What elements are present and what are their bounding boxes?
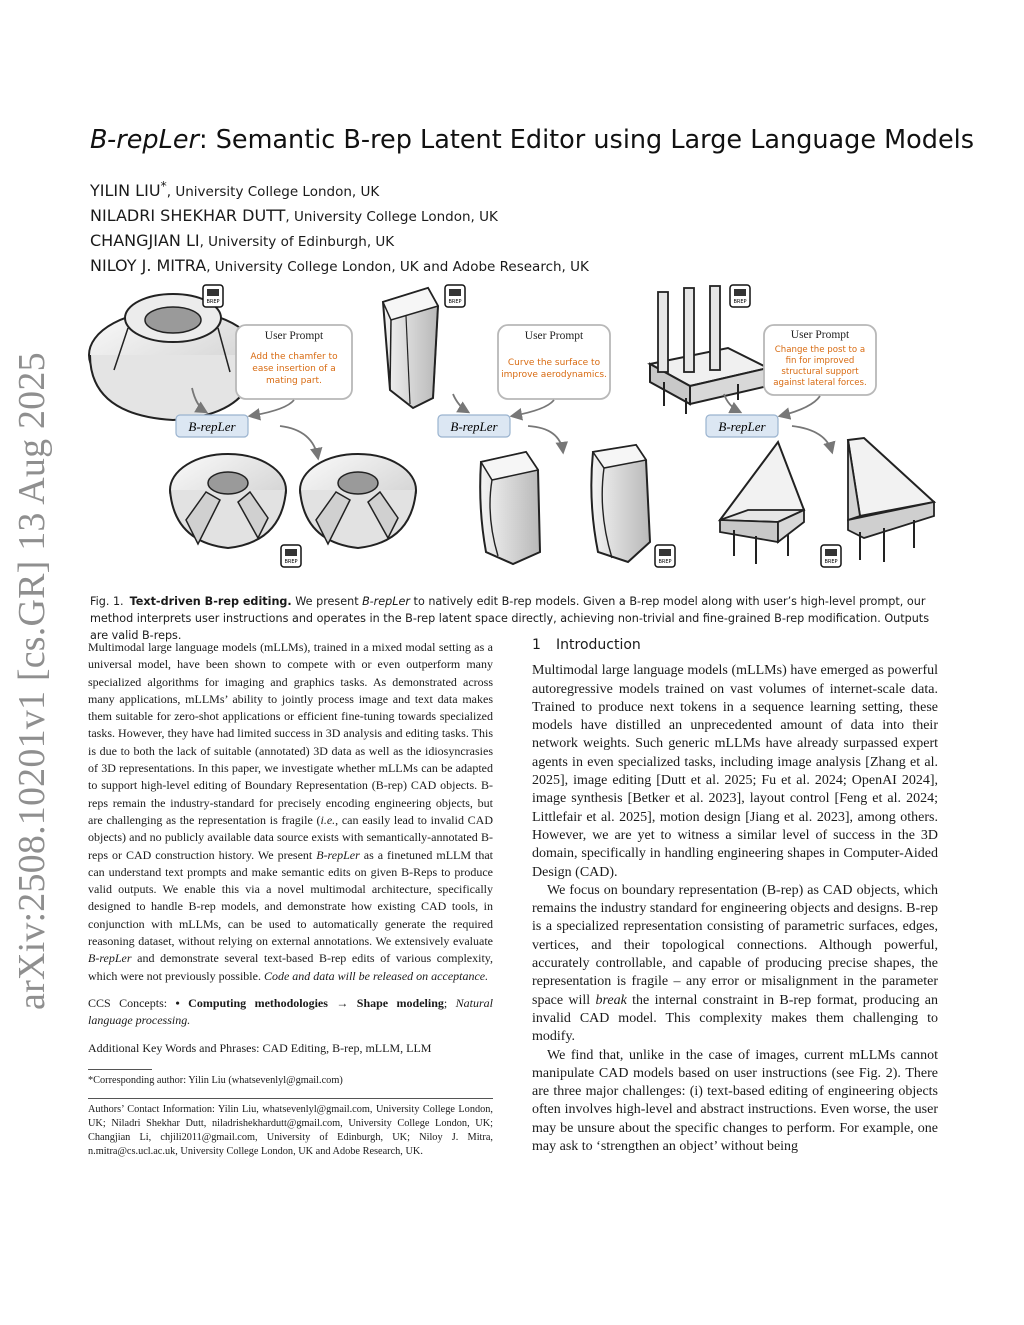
- caption-text: to natively edit B-rep models. Given a B-rep model along with user’s high-level prompt, our method interprets user instructions and operates in the B-rep latent space directly, achieving non-trivial and fine-grained B-rep modification. Outputs are valid B-reps.: [90, 595, 930, 642]
- abstract-text: and demonstrate several text-based B-rep edits of various complexity, which were not previously possible.: [88, 951, 493, 983]
- caption-text: We present: [291, 595, 363, 608]
- caption-heading: Text-driven B-rep editing.: [129, 595, 292, 608]
- section-heading: [532, 636, 938, 654]
- output-shape-curved-prism-b: [591, 445, 650, 562]
- brep-badge-label: BREP: [206, 299, 220, 305]
- prompt-text-line: fin for improved: [785, 356, 855, 366]
- model-label-text: B-repLer: [450, 419, 498, 434]
- prompt-text-line: against lateral forces.: [773, 378, 867, 388]
- output-shape-rotor-b: [300, 454, 416, 548]
- input-shape-prism: [383, 288, 438, 408]
- abstract-text: , can easily lead to invalid CAD objects) and no publicly available data source exists with semantically-annotated B-reps or CAD construction history. We present: [88, 812, 493, 862]
- brep-badge: [281, 545, 301, 567]
- author-affiliation: , University College London, UK: [285, 209, 498, 225]
- author-name: NILADRI SHEKHAR DUTT: [90, 206, 286, 225]
- output-shape-fin-b: [848, 438, 934, 562]
- abstract-closing: Code and data will be released on acceptance.: [263, 968, 489, 983]
- model-label: [176, 415, 248, 437]
- caption-method-name: B-repLer: [362, 595, 410, 608]
- title-rest: : Semantic B-rep Latent Editor using Large Language Models: [199, 125, 974, 155]
- brep-badge: [730, 285, 750, 307]
- ccs-concepts: [88, 995, 493, 1030]
- prompt-text-line: Add the chamfer to: [250, 352, 338, 362]
- keywords: Additional Key Words and Phrases: CAD Editing, B-rep, mLLM, LLM: [88, 1040, 432, 1055]
- abstract-method-name: B-repLer: [316, 847, 360, 862]
- model-label: [706, 415, 778, 437]
- model-label-text: B-repLer: [188, 419, 236, 434]
- title-method-name: B-repLer: [90, 125, 199, 155]
- author-line: [90, 174, 589, 204]
- section-number: 1: [532, 637, 541, 653]
- author-affiliation: , University College London, UK and Adobe Research, UK: [206, 259, 589, 275]
- user-prompt-box: [236, 325, 352, 399]
- abstract-method-name: B-repLer: [88, 951, 132, 966]
- ccs-label: CCS Concepts:: [88, 995, 176, 1010]
- user-prompt-label: User Prompt: [264, 330, 324, 342]
- prompt-text-line: Change the post to a: [774, 345, 866, 355]
- brep-badge: [445, 285, 465, 307]
- author-name: YILIN LIU: [90, 181, 161, 200]
- section-title: Introduction: [556, 637, 641, 653]
- abstract-text: Multimodal large language models (mLLMs), trained in a mixed modal setting as a universal model, have been shown to compete with or even outperform many specialized algorithms for imaging and graphics tasks. As demonstrated across many applications, mLLMs’ ability to jointly process image and text data makes them suitable for zero-shot applications or efficient fine-tuning towards specialized tasks. However, they have had limited success in 3D analysis and editing tasks. This is due to both the lack of suitable (annotated) 3D data as well as the idiosyncrasies of 3D representations. In this paper, we investigate whether mLLMs can be adapted to support high-level editing of Boundary Representation (B-rep) CAD objects. B-reps remain the industry-standard for precisely encoding engineering objects, but are challenging as the representation is fragile (: [88, 640, 493, 827]
- brep-badge: [655, 545, 675, 567]
- user-prompt-box: [764, 325, 876, 395]
- intro-text: the internal constraint in B-rep format, producing an invalid CAD model. This complexity makes them challenging to modify.: [532, 992, 938, 1045]
- output-shape-rotor-a: [170, 454, 286, 548]
- footnote-divider: [88, 1069, 152, 1070]
- intro-paragraph: [532, 882, 938, 1047]
- model-label-text: B-repLer: [718, 419, 766, 434]
- ccs-concept: • Computing methodologies → Shape modeling: [175, 995, 444, 1010]
- author-line: [90, 204, 589, 229]
- brep-badge-label: BREP: [448, 299, 462, 305]
- arxiv-identifier: arXiv:2508.10201v1 [cs.GR] 13 Aug 2025: [11, 352, 53, 1010]
- brep-badge-label: BREP: [284, 559, 298, 565]
- paper-title: [90, 125, 974, 155]
- prompt-text-line: Curve the surface to: [507, 358, 601, 368]
- prompt-text-line: structural support: [781, 367, 859, 377]
- ccs-separator: ;: [443, 995, 456, 1010]
- author-affiliation: , University College London, UK: [166, 184, 380, 200]
- brep-badge-label: BREP: [824, 559, 838, 565]
- user-prompt-label: User Prompt: [524, 330, 584, 342]
- corresponding-author-note: *Corresponding author: Yilin Liu (whatsevenlyl@gmail.com): [88, 1074, 343, 1086]
- output-shape-curved-prism-a: [480, 452, 540, 564]
- author-affiliation: , University of Edinburgh, UK: [199, 234, 395, 250]
- contact-divider: [88, 1098, 493, 1099]
- abstract: [88, 639, 493, 985]
- author-contact-info: Authors’ Contact Information: Yilin Liu, whatsevenlyl@gmail.com, University College London, UK; Niladri Shekhar Dutt, niladrishekhardutt@gmail.com, University College London, UK; Changjian Li, chjili2011@gmail.com, University of Edinburgh, UK; Niloy J. Mitra, n.mitra@cs.ucl.ac.uk, University College London, UK and Adobe Research, UK.: [88, 1103, 493, 1157]
- caption-label: Fig. 1.: [90, 595, 124, 608]
- user-prompt-label: User Prompt: [790, 329, 850, 341]
- right-column: [532, 636, 938, 1156]
- prompt-text-line: mating part.: [266, 376, 322, 386]
- brep-badge-label: BREP: [658, 559, 672, 565]
- brep-badge: [203, 285, 223, 307]
- user-prompt-box: [498, 325, 610, 399]
- author-mark: *: [160, 178, 167, 193]
- author-name: CHANGJIAN LI: [90, 231, 200, 250]
- input-shape-rotor: [89, 294, 257, 420]
- intro-text: We focus on boundary representation (B-rep) as CAD objects, which remains the industry standard for engineering objects and designs. B-rep is a specialized representation consisting of parametric surfaces, edges, vertices, and their topological connections. Although powerful, accurately controllable, and capable of producing precise shapes, the representation is fragile – any error or misalignment in the parameter space will: [532, 882, 938, 1008]
- author-list: [90, 174, 589, 279]
- intro-emphasis: break: [595, 992, 627, 1008]
- author-line: [90, 254, 589, 279]
- intro-paragraph: Multimodal large language models (mLLMs) have emerged as powerful autoregressive models trained on vast volumes of internet-scale data. Trained to produce next tokens in a sequence learning setting, these models have distilled an unprecedented amount of data into their network weights. Such generic mLLMs have already surpassed expert agents in even specialized tasks, including image analysis [Zhang et al. 2025], image editing [Dutt et al. 2025; Fu et al. 2024; OpenAI 2024], image synthesis [Betker et al. 2023], layout control [Feng et al. 2024; Littlefair et al. 2025], motion design [Jiang et al. 2023], among others. However, we are yet to witness a similar level of success in the 3D domain, specifically in handling engineering shapes in Computer-Aided Design (CAD).: [532, 663, 938, 880]
- ccs-concept: Natural language processing.: [88, 995, 493, 1028]
- abstract-emphasis: i.e.: [320, 812, 336, 827]
- abstract-text: as a finetuned mLLM that can understand text prompts and make semantic edits on given B-Reps to produce valid outputs. We enable this via a novel multimodal architecture, specifically designed to handle B-rep models, and demonstrate how existing CAD tools, in conjunction with mLLMs, can be used to automatically generate the required reasoning dataset, without relying on external annotations. We extensively evaluate: [88, 847, 494, 949]
- output-shape-fin-a: [720, 442, 804, 564]
- left-column: [88, 639, 493, 1159]
- author-line: [90, 229, 589, 254]
- brep-badge-label: BREP: [733, 299, 747, 305]
- teaser-figure: [88, 280, 938, 580]
- intro-paragraph: We find that, unlike in the case of images, current mLLMs cannot manipulate CAD models based on user instructions (see Fig. 2). There are three major challenges: (i) text-based editing of engineering objects often involves high-level and abstract instructions. Even worse, the user may be unsure about the specific changes to perform. For example, one may ask to ‘strengthen an object’ without being: [532, 1047, 938, 1155]
- brep-badge: [821, 545, 841, 567]
- prompt-text-line: ease insertion of a: [252, 364, 336, 374]
- author-name: NILOY J. MITRA: [90, 256, 207, 275]
- prompt-text-line: improve aerodynamics.: [501, 370, 607, 380]
- model-label: [438, 415, 510, 437]
